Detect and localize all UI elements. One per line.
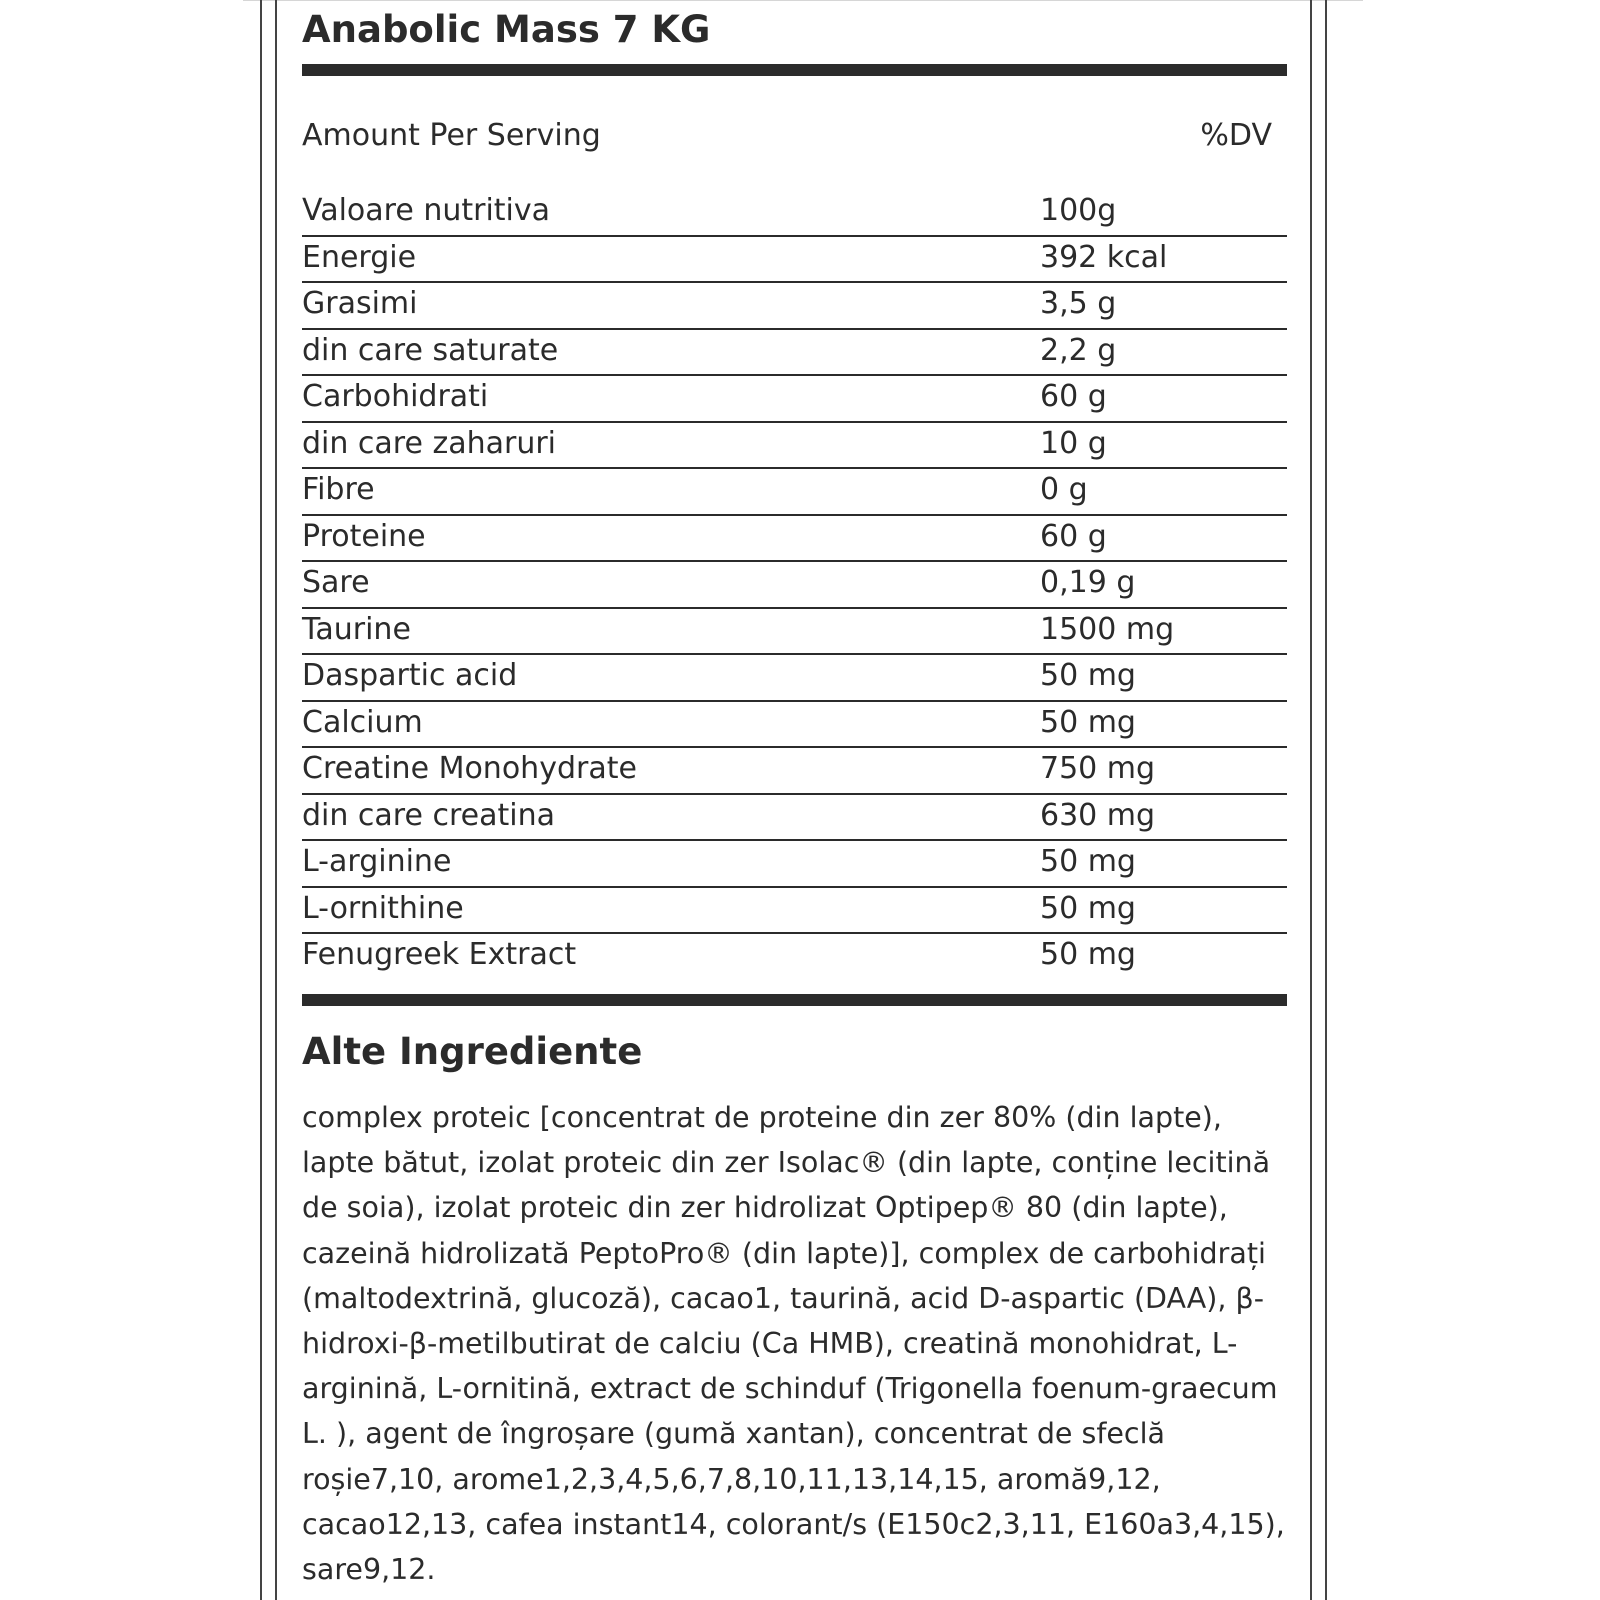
table-row [302, 283, 1287, 330]
product-title: Anabolic Mass 7 KG [302, 8, 711, 51]
nutrient-value: 50 mg [1040, 937, 1136, 972]
nutrient-value: 50 mg [1040, 890, 1136, 926]
nutrient-label: din care saturate [302, 332, 559, 368]
nutrient-value: 1500 mg [1040, 611, 1175, 647]
nutrient-label: Grasimi [302, 286, 418, 321]
nutrient-value: 60 g [1040, 379, 1107, 414]
other-ingredients-text: complex proteic [concentrat de proteine din zer 80% (din lapte), lapte bătut, izolat proteic din zer Isolac® (din lapte, conține lecitină de soia), izolat proteic din zer hidrolizat Optipep® 80 (din lapte), cazeină hidrolizată PeptoPro® (din lapte)], complex de carbohidrați (maltodextrină, glucoză), cacao1, taurină, acid D-aspartic (DAA), β-hidroxi-β-metilbutirat de calciu (Ca HMB), creatină monohidrat, L-arginină, L-ornitină, extract de schinduf (Trigonella foenum-graecum L. ), agent de îngroșare (gumă xantan), concentrat de sfeclă roșie7,10, arome1,2,3,4,5,6,7,8,10,11,13,14,15, aromă9,12, cacao12,13, cafea instant14, colorant/s (E150c2,3,11, E160a3,4,15), sare9,12. [302, 1101, 1285, 1587]
nutrient-label: Carbohidrati [302, 379, 489, 414]
nutrient-value: 50 mg [1040, 704, 1136, 740]
nutrition-table [302, 190, 1287, 981]
nutrient-value: 100g [1040, 193, 1117, 228]
nutrient-value: 0 g [1040, 472, 1088, 507]
nutrient-label: Proteine [302, 518, 426, 554]
nutrient-label: Valoare nutritiva [302, 193, 551, 228]
nutrient-value: 10 g [1040, 425, 1107, 461]
amount-per-serving-label: Amount Per Serving [302, 118, 601, 153]
table-row [302, 469, 1287, 516]
nutrient-label: Fenugreek Extract [302, 937, 577, 972]
table-row [302, 516, 1287, 563]
nutrient-label: Fibre [302, 472, 375, 507]
nutrient-label: din care creatina [302, 797, 555, 833]
table-row [302, 190, 1287, 237]
nutrient-value: 3,5 g [1040, 286, 1117, 321]
table-row [302, 562, 1287, 609]
table-row [302, 888, 1287, 935]
table-row [302, 237, 1287, 284]
table-row [302, 655, 1287, 702]
table-row [302, 376, 1287, 423]
nutrient-value: 630 mg [1040, 797, 1156, 833]
nutrient-value: 0,19 g [1040, 565, 1136, 600]
nutrient-label: Energie [302, 239, 417, 275]
table-row [302, 423, 1287, 470]
nutrient-value: 392 kcal [1040, 239, 1168, 275]
nutrient-label: Calcium [302, 704, 423, 740]
table-bottom-bar [302, 994, 1287, 1006]
serving-header-row [302, 118, 1272, 162]
nutrient-value: 50 mg [1040, 844, 1136, 879]
nutrient-label: din care zaharuri [302, 425, 557, 461]
table-row [302, 748, 1287, 795]
nutrient-label: L-ornithine [302, 890, 464, 926]
nutrient-value: 2,2 g [1040, 332, 1117, 368]
table-row [302, 609, 1287, 656]
table-row [302, 841, 1287, 888]
table-row [302, 330, 1287, 377]
nutrient-label: Taurine [302, 611, 411, 647]
daily-value-label: %DV [1200, 118, 1272, 153]
table-row [302, 795, 1287, 842]
table-row [302, 702, 1287, 749]
title-divider-bar [302, 64, 1287, 76]
nutrient-label: Creatine Monohydrate [302, 751, 637, 786]
nutrient-value: 60 g [1040, 518, 1107, 554]
table-row [302, 934, 1287, 981]
nutrient-value: 750 mg [1040, 751, 1156, 786]
nutrient-value: 50 mg [1040, 658, 1136, 693]
nutrient-label: Daspartic acid [302, 658, 518, 693]
nutrient-label: L-arginine [302, 844, 452, 879]
other-ingredients-title: Alte Ingrediente [302, 1030, 643, 1073]
nutrient-label: Sare [302, 565, 370, 600]
